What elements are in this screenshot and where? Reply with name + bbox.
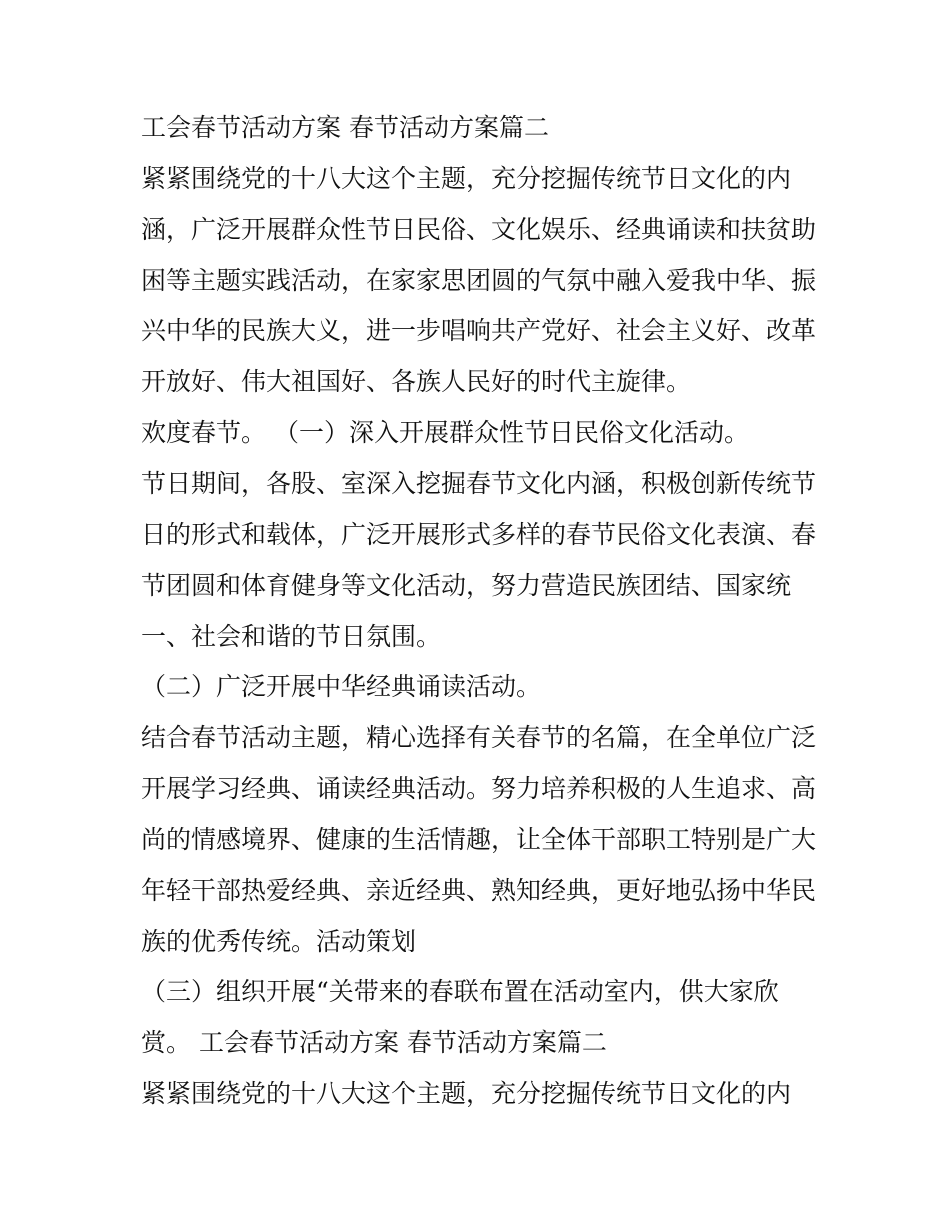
text-line: 节团圆和体育健身等文化活动，努力营造民族团结、国家统 [141,571,792,600]
text-line-heading: 欢度春节。 （一）深入开展群众性节日民俗文化活动。 [141,418,749,447]
text-line: 节日期间，各股、室深入挖掘春节文化内涵，积极创新传统节 [141,469,817,498]
text-line-title: 工会春节活动方案 春节活动方案篇二 [141,113,549,142]
text-line: 开展学习经典、诵读经典活动。努力培养积极的人生追求、高 [141,774,817,803]
text-line: 结合春节活动主题，精心选择有关春节的名篇，在全单位广泛 [141,723,817,752]
text-line: 年轻干部热爱经典、亲近经典、熟知经典，更好地弘扬中华民 [141,876,817,905]
text-line: 困等主题实践活动，在家家思团圆的气氛中融入爱我中华、振 [141,266,817,295]
text-line: 一、社会和谐的节日氛围。 [141,622,442,651]
text-line: 尚的情感境界、健康的生活情趣，让全体干部职工特别是广大 [141,825,817,854]
text-line: 紧紧围绕党的十八大这个主题，充分挖掘传统节日文化的内 [141,1079,792,1108]
text-line: 赏。 工会春节活动方案 春节活动方案篇二 [141,1028,607,1057]
text-line-heading: （三）组织开展“关带来的春联布置在活动室内，供大家欣 [141,977,779,1006]
text-line-heading: （二）广泛开展中华经典诵读活动。 [141,672,542,701]
text-line: 涵，广泛开展群众性节日民俗、文化娱乐、经典诵读和扶贫助 [141,215,817,244]
text-line: 兴中华的民族大义，进一步唱响共产党好、社会主义好、改革 [141,316,817,345]
text-line: 日的形式和载体，广泛开展形式多样的春节民俗文化表演、春 [141,520,817,549]
text-line: 开放好、伟大祖国好、各族人民好的时代主旋律。 [141,367,692,396]
text-line: 族的优秀传统。活动策划 [141,927,417,956]
text-line: 紧紧围绕党的十八大这个主题，充分挖掘传统节日文化的内 [141,164,792,193]
